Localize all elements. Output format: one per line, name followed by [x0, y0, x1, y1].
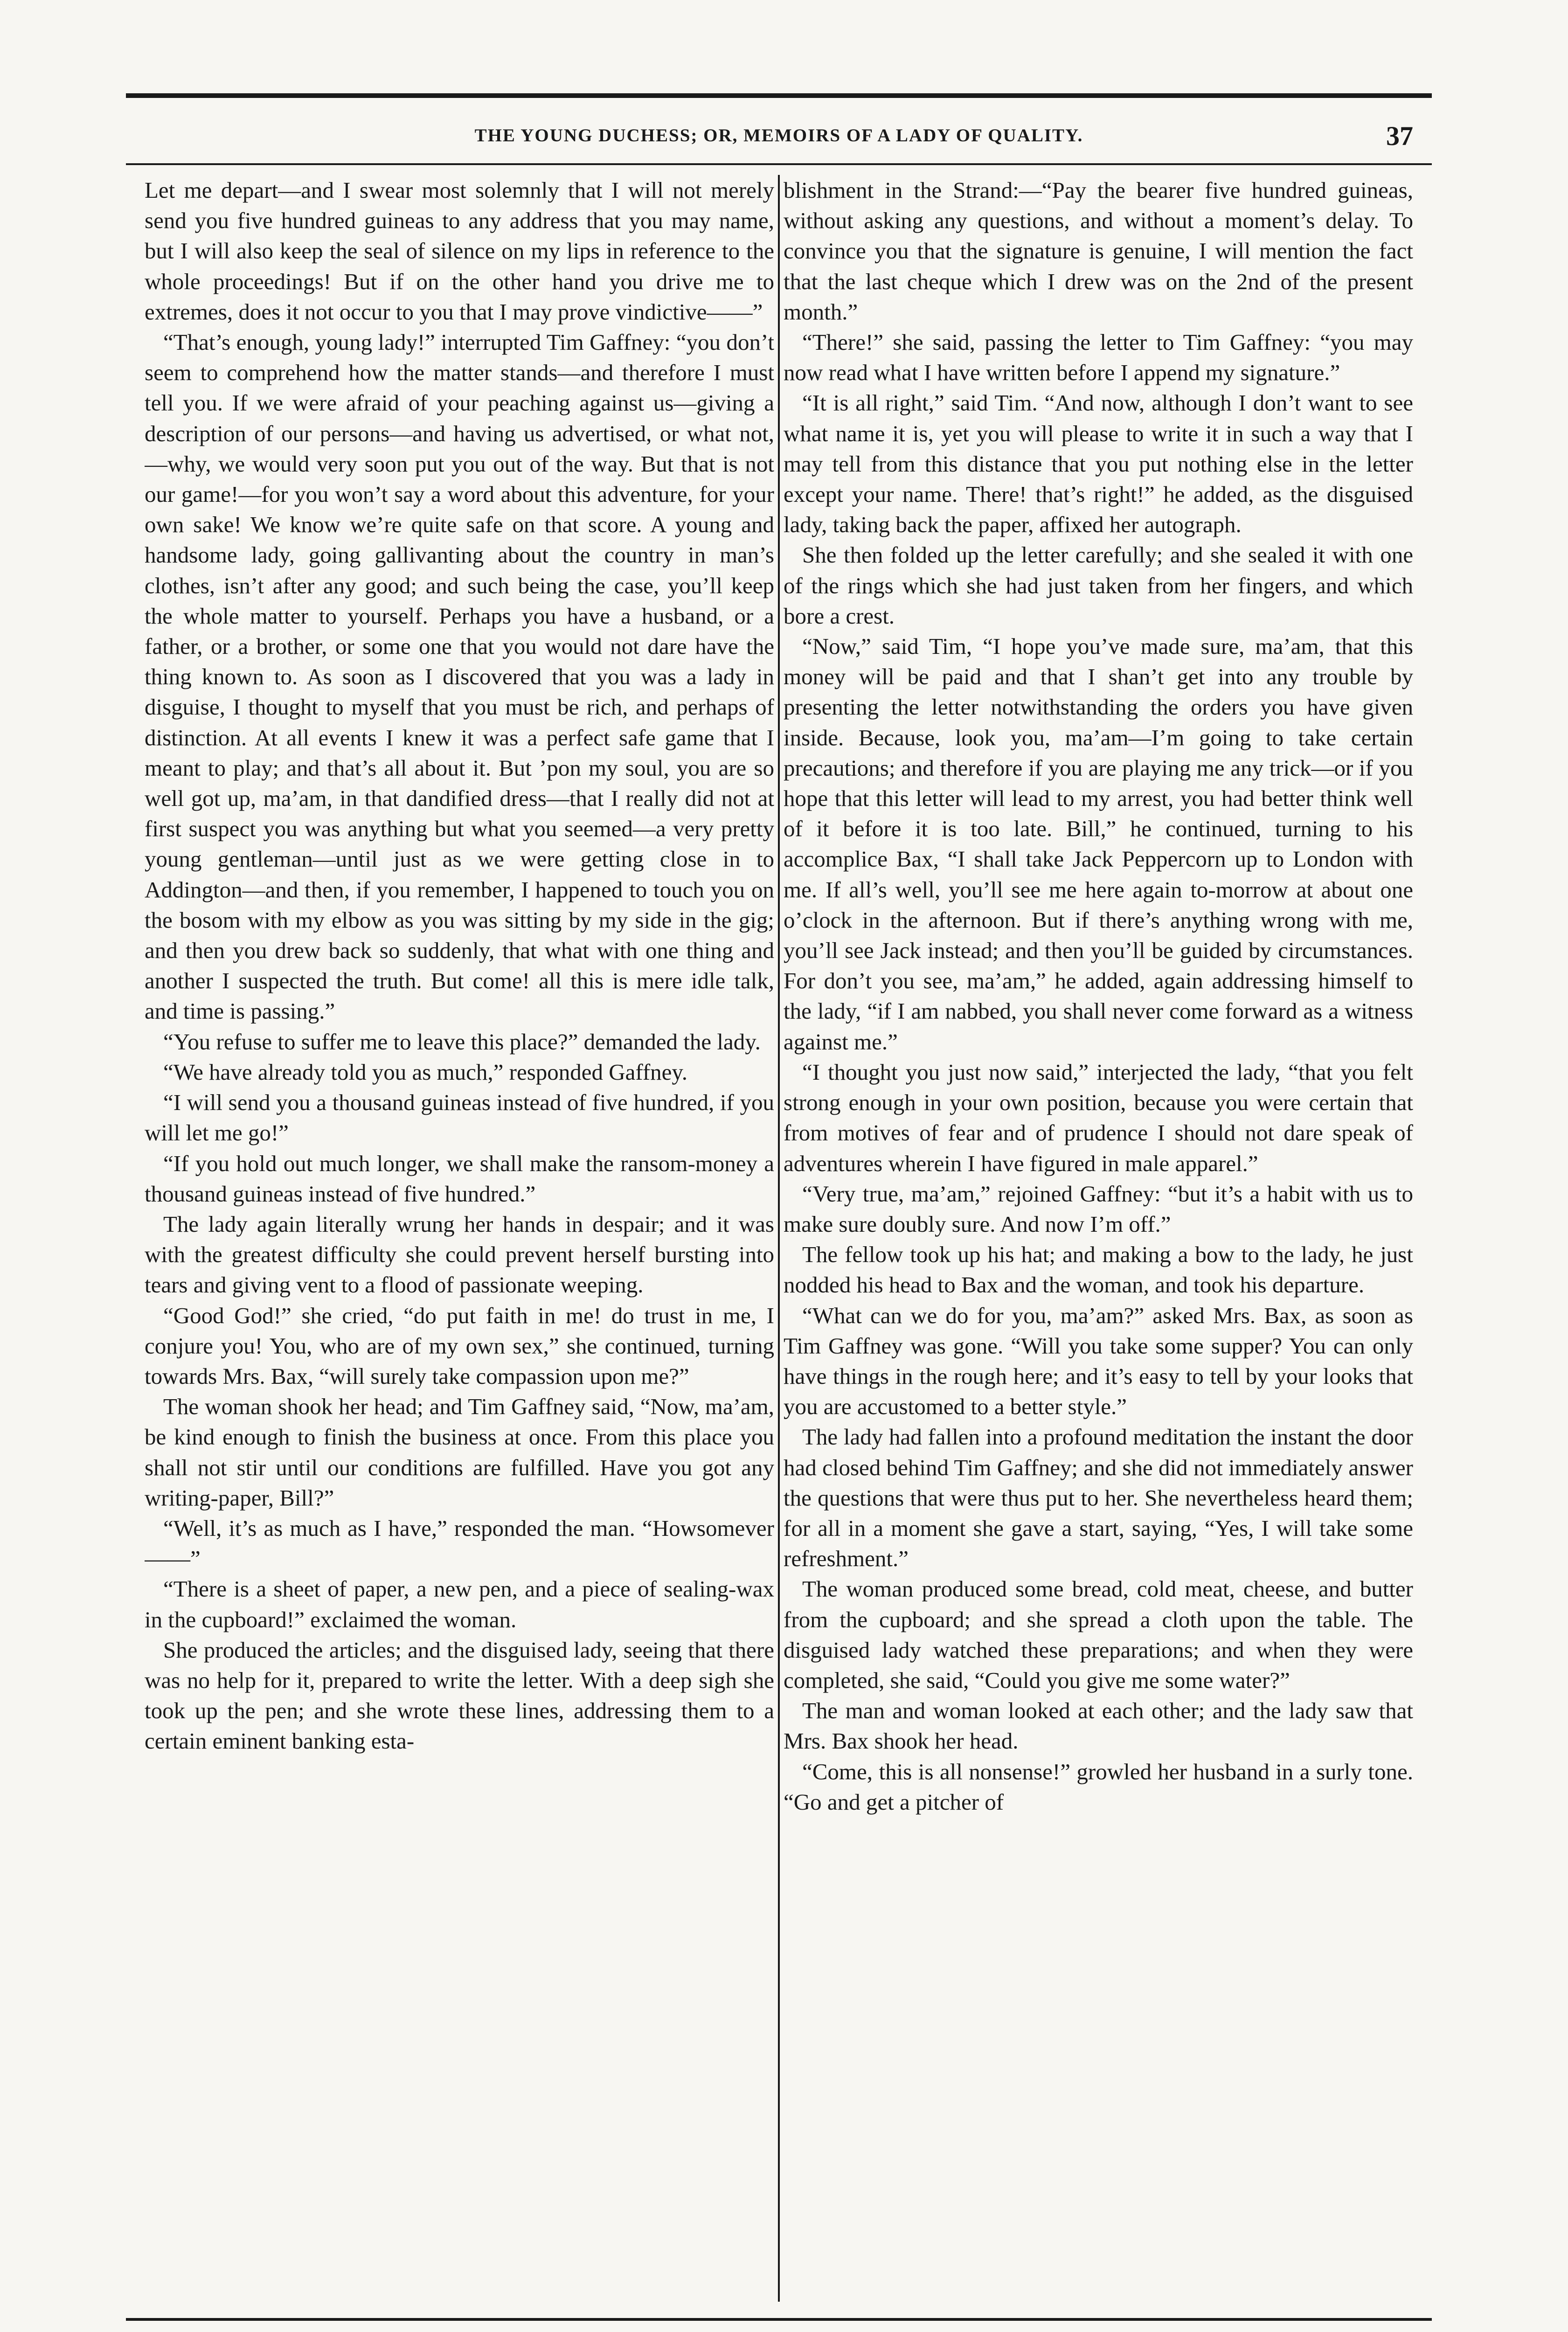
paragraph: “Good God!” she cried, “do put faith in me! do trust in me, I conjure you! You, who are of my own sex,” she continued, turning towards Mrs. Bax, “will surely take compassion upon me?” — [145, 1302, 774, 1389]
paragraph: The man and woman looked at each other; and the lady saw that Mrs. Bax shook her head. — [784, 1698, 1413, 1754]
page — [126, 93, 1432, 2332]
paragraph: blishment in the Strand:—“Pay the bearer five hundred guineas, without asking any questions, and without a moment’s delay. To convince you that the signature is genuine, I will mention the fact that the last cheque which I drew was on the 2nd of the present month.” — [784, 177, 1413, 325]
running-head — [126, 117, 1432, 154]
paragraph: “Now,” said Tim, “I hope you’ve made sure, ma’am, that this money will be paid and that I shan’t get into any trouble by presenting the letter notwithstanding the orders you have given inside. Because, look you, ma’am—I’m going to take certain precautions; and therefore if you are playing me any trick—or if you hope that this letter will lead to my arrest, you had better think well of it before it is too late. Bill,” he continued, turning to his accomplice Bax, “I shall take Jack Peppercorn up to London with me. If all’s well, you’ll see me here again to-morrow at about one o’clock in the afternoon. But if there’s anything wrong with me, you’ll see Jack instead; and then you’ll be guided by circumstances. For don’t you see, ma’am,” he added, again addressing himself to the lady, “if I am nabbed, you shall never come forward as a witness against me.” — [784, 633, 1413, 1055]
paragraph: Let me depart—and I swear most solemnly that I will not merely send you five hundred guineas to any address that you may name, but I will also keep the seal of silence on my lips in reference to the whole proceedings! But if on the other hand you drive me to extremes, does it not occur to you that I may prove vindictive——” — [145, 177, 774, 325]
running-title: THE YOUNG DUCHESS; OR, MEMOIRS OF A LADY OF QUALITY. — [474, 125, 1083, 146]
paragraph: “If you hold out much longer, we shall make the ransom-money a thousand guineas instead of five hundred.” — [145, 1150, 774, 1207]
paragraph: The lady had fallen into a profound meditation the instant the door had closed behind Tim Gaffney; and she did not immediately answer the questions that were thus put to her. She nevertheless heard them; for all in a moment she gave a start, saying, “Yes, I will take some refreshment.” — [784, 1424, 1413, 1572]
bottom-rule — [126, 2318, 1432, 2321]
paragraph: “There is a sheet of paper, a new pen, and a piece of sealing-wax in the cupboard!” exclaimed the woman. — [145, 1576, 774, 1632]
paragraph: “Well, it’s as much as I have,” responded the man. “Howsomever——” — [145, 1515, 774, 1572]
paragraph: She then folded up the letter carefully; and she sealed it with one of the rings which she had just taken from her fingers, and which bore a crest. — [784, 542, 1413, 629]
paragraph: “I will send you a thousand guineas instead of five hundred, if you will let me go!” — [145, 1090, 774, 1146]
right-column — [784, 175, 1413, 2302]
paragraph: The woman shook her head; and Tim Gaffney said, “Now, ma’am, be kind enough to finish the business at once. From this place you shall not stir until our conditions are fulfilled. Have you got any writing-paper, Bill?” — [145, 1394, 774, 1511]
paragraph: The fellow took up his hat; and making a bow to the lady, he just nodded his head to Bax and the woman, and took his departure. — [784, 1242, 1413, 1298]
paragraph: The lady again literally wrung her hands in despair; and it was with the greatest difficulty she could prevent herself bursting into tears and giving vent to a flood of passionate weeping. — [145, 1211, 774, 1298]
paragraph: “I thought you just now said,” interjected the lady, “that you felt strong enough in your own position, because you were certain that from motives of fear and of prudence I should not dare speak of adventures wherein I have figured in male apparel.” — [784, 1059, 1413, 1176]
paragraph: “That’s enough, young lady!” interrupted Tim Gaffney: “you don’t seem to comprehend how the matter stands—and therefore I must tell you. If we were afraid of your peaching against us—giving a description of our persons—and having us advertised, or what not,—why, we would very soon put you out of the way. But that is not our game!—for you won’t say a word about this adventure, for your own sake! We know we’re quite safe on that score. A young and handsome lady, going gallivanting about the country in man’s clothes, isn’t after any good; and such being the case, you’ll keep the whole matter to yourself. Perhaps you have a husband, or a father, or a brother, or some one that you would not dare have the thing known to. As soon as I discovered that you was a lady in disguise, I thought to myself that you must be rich, and perhaps of distinction. At all events I knew it was a perfect safe game that I meant to play; and that’s all about it. But ’pon my soul, you are so well got up, ma’am, in that dandified dress—that I really did not at first suspect you was anything but what you seemed—a very pretty young gentleman—until just as we were getting close in to Addington—and then, if you remember, I happened to touch you on the bosom with my elbow as you was sitting by my side in the gig; and then you drew back so suddenly, that what with one thing and another I suspected the truth. But come! all this is mere idle talk, and time is passing.” — [145, 329, 774, 1024]
paragraph: “You refuse to suffer me to leave this place?” demanded the lady. — [163, 1028, 761, 1055]
paragraph: “Very true, ma’am,” rejoined Gaffney: “but it’s a habit with us to make sure doubly sure. And now I’m off.” — [784, 1180, 1413, 1237]
paragraph: “It is all right,” said Tim. “And now, although I don’t want to see what name it is, yet you will please to write it in such a way that I may tell from this distance that you put nothing else in the letter except your name. There! that’s right!” he added, as the disguised lady, taking back the paper, affixed her autograph. — [784, 390, 1413, 538]
left-column — [145, 175, 774, 2302]
paragraph: The woman produced some bread, cold meat, cheese, and butter from the cupboard; and she spread a cloth upon the table. The disguised lady watched these preparations; and when they were completed, she said, “Could you give me some water?” — [784, 1576, 1413, 1693]
text-columns — [145, 175, 1413, 2302]
paragraph: She produced the articles; and the disguised lady, seeing that there was no help for it, prepared to write the letter. With a deep sigh she took up the pen; and she wrote these lines, addressing them to a certain eminent banking esta- — [145, 1637, 774, 1754]
column-divider — [778, 175, 780, 2302]
paragraph: “There!” she said, passing the letter to Tim Gaffney: “you may now read what I have written before I append my signature.” — [784, 329, 1413, 386]
paragraph: “We have already told you as much,” responded Gaffney. — [163, 1059, 687, 1085]
top-rule — [126, 93, 1432, 98]
head-rule — [126, 163, 1432, 165]
paragraph: “Come, this is all nonsense!” growled her husband in a surly tone. “Go and get a pitcher of — [784, 1758, 1413, 1815]
page-number: 37 — [1386, 121, 1413, 151]
paragraph: “What can we do for you, ma’am?” asked Mrs. Bax, as soon as Tim Gaffney was gone. “Will you take some supper? You can only have things in the rough here; and it’s easy to tell by your looks that you are accustomed to a better style.” — [784, 1302, 1413, 1420]
